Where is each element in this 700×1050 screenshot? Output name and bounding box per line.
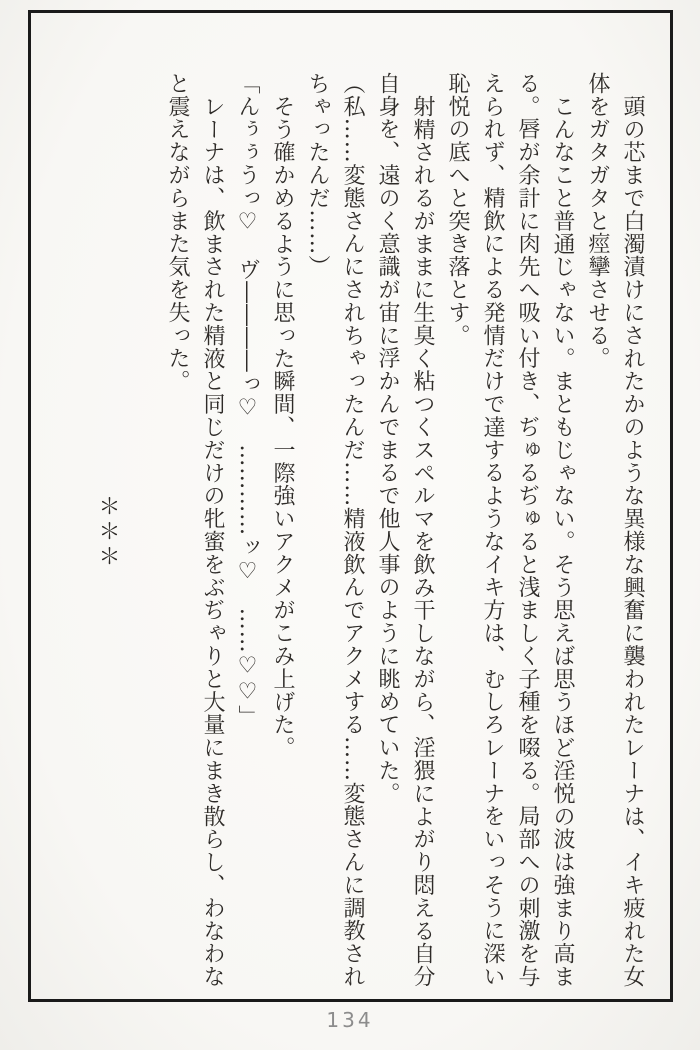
paragraph-dialogue: 「んぅぅうっ♡ ヴ――――っ♡ …………ッ♡ ……♡♡」 (235, 72, 260, 729)
paragraph-narration-2: こんなこと普通じゃない。まともじゃない。そう思えば思うほど淫悦の波は強まり高まる。唇が余計に肉先へ吸い付き、ぢゅるぢゅると浅ましく子種を啜る。局部への刺激を与えられず、精飲による発情だけで達するようなイキ方は、むしろレーナをいっそうに深い恥悦の底へと突き落とす。 (445, 72, 575, 989)
paragraph-narration-1: 頭の芯まで白濁漬けにされたかのような異様な興奮に襲われたレーナは、イキ疲れた女体をガタガタと痙攣させる。 (585, 72, 645, 989)
paragraph-narration-5: レーナは、飲まされた精液と同じだけの牝蜜をぶぢゃりと大量にまき散らし、わなわなと震えながらまた気を失った。 (165, 72, 225, 989)
scene-break-marker: ＊＊＊ (95, 494, 120, 570)
paragraph-narration-4: そう確かめるように思った瞬間、一際強いアクメがこみ上げた。 (270, 95, 295, 760)
paragraph-inner-thought: （私……変態さんにされちゃったんだ……精液飲んでアクメする……変態さんに調教されちゃったんだ……） (305, 72, 365, 988)
text-block (90, 72, 650, 992)
page-number: 134 (326, 1008, 374, 1032)
paragraph-narration-3: 射精されるがままに生臭く粘つくスペルマを飲み干しながら、淫猥によがり悶える自分自身を、遠のく意識が宙に浮かんでまるで他人事のように眺めていた。 (375, 72, 435, 989)
